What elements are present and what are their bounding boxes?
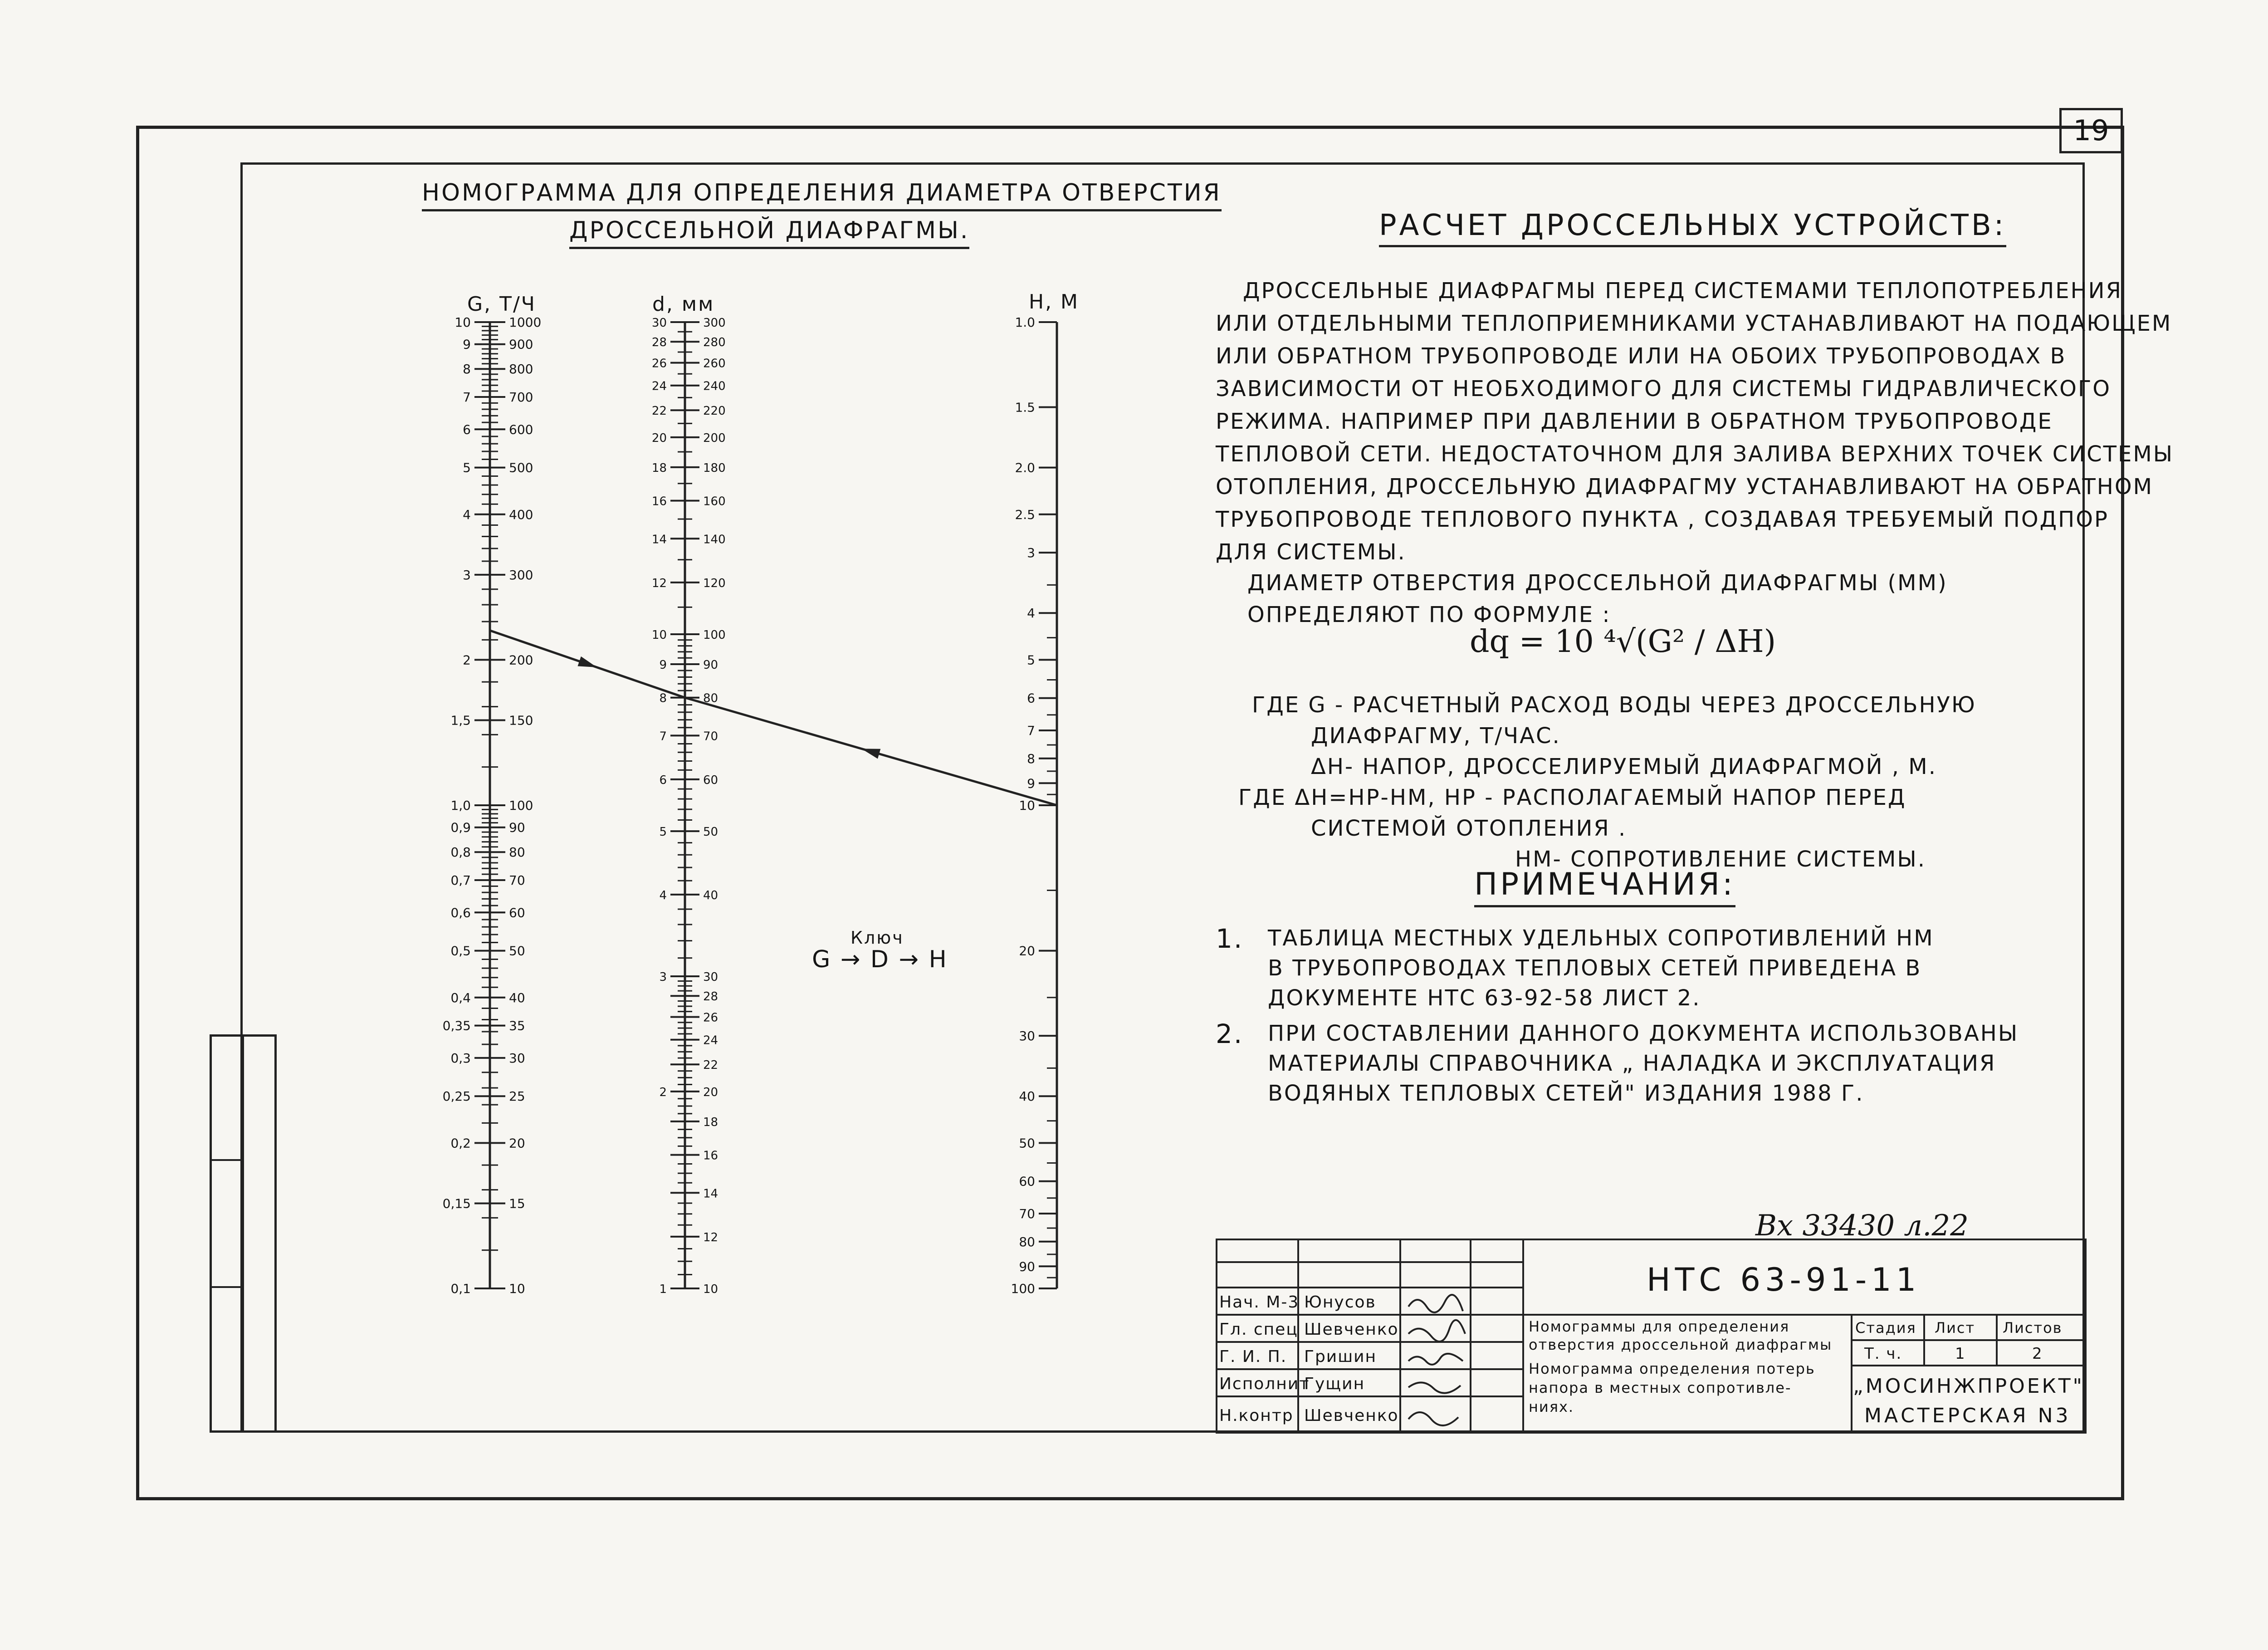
axis-d-tick-label: 70 — [703, 730, 719, 744]
def-line: ДИАФРАГМУ, Т/ЧАС. — [1311, 723, 1561, 749]
axis-d-tick-label: 6 — [659, 773, 667, 787]
nomogram-subtitle: ДРОССЕЛЬНОЙ ДИАФРАГМЫ. — [569, 217, 969, 244]
axis-d-tick-label: 30 — [703, 970, 719, 984]
axis-h-tick-label: 40 — [1019, 1089, 1035, 1104]
axis-g-tick-label: 300 — [509, 567, 533, 583]
axis-h-tick-label: 100 — [1011, 1281, 1035, 1296]
axis-g-tick-label: 2 — [463, 652, 471, 668]
axis-g-tick-label: 0,2 — [450, 1136, 471, 1151]
axis-d-tick-label: 18 — [703, 1115, 719, 1129]
axis-d-tick-label: 50 — [703, 825, 719, 839]
axis-g-tick-label: 0,4 — [450, 990, 471, 1005]
title-block — [1216, 1239, 2087, 1434]
doc-title-line: отверстия дроссельной диафрагмы — [1529, 1336, 1833, 1353]
axis-h-label: H, М — [1029, 290, 1080, 313]
axis-d-tick-label: 4 — [659, 888, 667, 902]
axis-g-tick-label: 25 — [509, 1089, 525, 1104]
axis-d-tick-label: 26 — [703, 1011, 719, 1025]
role: Г. И. П. — [1219, 1347, 1287, 1366]
axis-d-tick-label: 60 — [703, 773, 719, 787]
axis-d-tick-label: 240 — [703, 379, 726, 393]
axis-g-tick-label: 30 — [509, 1050, 525, 1066]
axis-g-tick-label: 200 — [509, 652, 533, 668]
para-line: ОПРЕДЕЛЯЮТ ПО ФОРМУЛЕ : — [1247, 602, 1611, 627]
axis-g-tick-label: 0,8 — [450, 845, 471, 860]
axis-g-tick-label: 5 — [463, 460, 471, 475]
axis-d-tick-label: 10 — [651, 628, 667, 642]
stage-value: Т. ч. — [1864, 1345, 1902, 1363]
axis-h-tick-label: 60 — [1019, 1174, 1035, 1189]
signature-mark — [1408, 1320, 1465, 1342]
def-line: СИСТЕМОЙ ОТОПЛЕНИЯ . — [1311, 816, 1627, 841]
notes-heading: ПРИМЕЧАНИЯ: — [1474, 867, 1735, 902]
axis-g-tick-label: 6 — [463, 422, 471, 437]
signatures — [1404, 1288, 1470, 1434]
axis-g-tick-label: 0,3 — [450, 1050, 471, 1066]
axis-g-tick-label: 4 — [463, 507, 471, 522]
side-strip — [210, 1034, 244, 1433]
role: Исполнит — [1219, 1375, 1310, 1393]
person-name: Шевченко — [1304, 1406, 1399, 1425]
axis-h-tick-label: 4 — [1027, 606, 1035, 621]
axis-d-tick-label: 8 — [659, 691, 667, 705]
organization: „МОСИНЖПРОЕКТ" — [1853, 1375, 2084, 1398]
para-line: ДРОССЕЛЬНЫЕ ДИАФРАГМЫ ПЕРЕД СИСТЕМАМИ ТЕПЛОПОТРЕБЛЕНИЯ — [1243, 278, 2122, 304]
axis-h-tick-label: 2.0 — [1015, 460, 1035, 475]
axis-d-tick-label: 14 — [703, 1187, 719, 1201]
note-line: ПРИ СОСТАВЛЕНИИ ДАННОГО ДОКУМЕНТА ИСПОЛЬЗОВАНЫ — [1268, 1021, 2019, 1046]
note-line: В ТРУБОПРОВОДАХ ТЕПЛОВЫХ СЕТЕЙ ПРИВЕДЕНА В — [1268, 955, 1922, 981]
doc-title-line: ниях. — [1529, 1398, 1574, 1415]
axis-g-tick-label: 50 — [509, 943, 525, 959]
axis-d-tick-label: 80 — [703, 691, 719, 705]
axis-d-tick-label: 260 — [703, 357, 726, 371]
axis-h-tick-label: 10 — [1019, 798, 1035, 813]
note-line: ВОДЯНЫХ ТЕПЛОВЫХ СЕТЕЙ" ИЗДАНИЯ 1988 Г. — [1268, 1081, 1864, 1106]
axis-d-tick-label: 100 — [703, 628, 726, 642]
axis-d-tick-label: 14 — [651, 533, 667, 547]
doc-title-line: напора в местных сопротивле- — [1529, 1379, 1792, 1396]
para-line: ЗАВИСИМОСТИ ОТ НЕОБХОДИМОГО ДЛЯ СИСТЕМЫ ГИДРАВЛИЧЕСКОГО — [1216, 376, 2111, 401]
signature-mark — [1408, 1382, 1461, 1393]
axis-g-tick-label: 0,5 — [450, 943, 471, 959]
axis-d-tick-label: 160 — [703, 495, 726, 509]
axis-g-tick-label: 3 — [463, 567, 471, 583]
axis-d-tick-label: 1 — [659, 1283, 667, 1296]
axis-d-tick-label: 280 — [703, 336, 726, 350]
sheet-value: 1 — [1955, 1345, 1966, 1363]
axis-d-tick-label: 28 — [651, 336, 667, 350]
axis-g-tick-label: 400 — [509, 507, 533, 522]
axis-g-tick-label: 10 — [509, 1281, 525, 1296]
axis-d-tick-label: 7 — [659, 730, 667, 744]
axis-g-tick-label: 600 — [509, 422, 533, 437]
doc-code: НТС 63-91-11 — [1647, 1261, 1921, 1298]
signature-mark — [1408, 1412, 1458, 1425]
axis-d-tick-label: 3 — [659, 970, 667, 984]
axis-h-tick-label: 50 — [1019, 1136, 1035, 1151]
note-line: ТАБЛИЦА МЕСТНЫХ УДЕЛЬНЫХ СОПРОТИВЛЕНИЙ HМ — [1268, 925, 1934, 951]
note-line: ДОКУМЕНТЕ НТС 63-92-58 ЛИСТ 2. — [1268, 985, 1701, 1011]
axis-d-tick-label: 40 — [703, 888, 719, 902]
axis-g-tick-label: 35 — [509, 1018, 525, 1033]
axis-h-tick-label: 1.0 — [1015, 315, 1035, 330]
axis-d-tick-label: 26 — [651, 357, 667, 371]
signature-mark — [1408, 1354, 1463, 1365]
axis-d-tick-label: 24 — [651, 379, 667, 393]
signature-mark — [1408, 1295, 1463, 1312]
axis-d-tick-label: 140 — [703, 533, 726, 547]
note-number: 2. — [1216, 1018, 1244, 1049]
axis-d-tick-label: 18 — [651, 461, 667, 475]
nomogram-title: НОМОГРАММА ДЛЯ ОПРЕДЕЛЕНИЯ ДИАМЕТРА ОТВЕРСТИЯ — [422, 179, 1222, 206]
axis-h-tick-label: 30 — [1019, 1028, 1035, 1044]
nomogram-chart — [422, 286, 1089, 1311]
axis-g-tick-label: 700 — [509, 389, 533, 405]
axis-d-tick-label: 16 — [651, 495, 667, 509]
axis-d-tick-label: 220 — [703, 404, 726, 418]
axis-h-tick-label: 6 — [1027, 690, 1035, 706]
para-line: ТЕПЛОВОЙ СЕТИ. НЕДОСТАТОЧНОМ ДЛЯ ЗАЛИВА ВЕРХНИХ ТОЧЕК СИСТЕМЫ — [1216, 441, 2174, 467]
axis-g-tick-label: 10 — [455, 315, 471, 330]
axis-g-tick-label: 0,35 — [442, 1018, 471, 1033]
axis-g-tick-label: 90 — [509, 820, 525, 835]
axis-g-tick-label: 1,5 — [450, 713, 471, 728]
axis-d-tick-label: 24 — [703, 1033, 719, 1048]
person-name: Юнусов — [1304, 1293, 1376, 1312]
def-line: HМ- СОПРОТИВЛЕНИЕ СИСТЕМЫ. — [1515, 847, 1926, 872]
note-number: 1. — [1216, 923, 1244, 954]
def-line: ГДЕ ΔH=HР-HМ, HР - РАСПОЛАГАЕМЫЙ НАПОР ПЕРЕД — [1238, 785, 1906, 810]
stage-label: Стадия — [1855, 1319, 1916, 1337]
key-arrow — [577, 656, 596, 667]
axis-g-tick-label: 0,9 — [450, 820, 471, 835]
axis-d-tick-label: 10 — [703, 1283, 719, 1296]
person-name: Гущин — [1304, 1375, 1365, 1393]
axis-d-tick-label: 20 — [651, 431, 667, 445]
axis-h-tick-label: 80 — [1019, 1234, 1035, 1249]
inventory-stamp: Вх 33430 л.22 — [1755, 1209, 1969, 1243]
paragraph-2 — [1247, 567, 1948, 631]
axis-g-tick-label: 150 — [509, 713, 533, 728]
axis-d-tick-label: 16 — [703, 1149, 719, 1163]
axis-g-tick-label: 100 — [509, 798, 533, 813]
axis-g-tick-label: 800 — [509, 362, 533, 377]
axis-d-tick-label: 9 — [659, 658, 667, 672]
axis-h-tick-label: 8 — [1027, 751, 1035, 766]
axis-h-tick-label: 3 — [1027, 545, 1035, 561]
axis-g-tick-label: 40 — [509, 990, 525, 1005]
axis-d-tick-label: 22 — [703, 1058, 719, 1072]
key-label: Ключ — [850, 928, 904, 948]
axis-d-tick-label: 12 — [651, 576, 667, 590]
axis-g-tick-label: 7 — [463, 389, 471, 405]
axis-d-tick-label: 200 — [703, 431, 726, 445]
role: Нач. М-3 — [1219, 1293, 1300, 1312]
para-line: РЕЖИМА. НАПРИМЕР ПРИ ДАВЛЕНИИ В ОБРАТНОМ ТРУБОПРОВОДЕ — [1216, 409, 2053, 434]
side-column — [244, 1034, 277, 1433]
para-line: ОТОПЛЕНИЯ, ДРОССЕЛЬНУЮ ДИАФРАГМУ УСТАНАВЛИВАЮТ НА ОБРАТНОМ — [1216, 474, 2154, 499]
para-line: ДЛЯ СИСТЕМЫ. — [1216, 539, 1406, 565]
axis-g-tick-label: 0,7 — [450, 872, 471, 888]
para-line: ДИАМЕТР ОТВЕРСТИЯ ДРОССЕЛЬНОЙ ДИАФРАГМЫ (ММ) — [1247, 570, 1948, 596]
axis-g-tick-label: 15 — [509, 1196, 525, 1211]
role: Н.контр — [1219, 1406, 1294, 1425]
key-formula: G → D → H — [812, 946, 948, 973]
axis-h-tick-label: 7 — [1027, 723, 1035, 739]
doc-title-line: Номограммы для определения — [1529, 1318, 1790, 1335]
def-line: ГДЕ G - РАСЧЕТНЫЙ РАСХОД ВОДЫ ЧЕРЕЗ ДРОССЕЛЬНУЮ — [1252, 692, 1976, 718]
axis-g-tick-label: 70 — [509, 872, 525, 888]
axis-g-tick-label: 0,15 — [442, 1196, 471, 1211]
axis-h-tick-label: 9 — [1027, 776, 1035, 791]
sheets-label: Листов — [2003, 1319, 2063, 1337]
axis-h-tick-label: 5 — [1027, 652, 1035, 668]
axis-g-tick-label: 20 — [509, 1136, 525, 1151]
axis-g-tick-label: 80 — [509, 845, 525, 860]
axis-g-tick-label: 900 — [509, 337, 533, 352]
axis-g-tick-label: 500 — [509, 460, 533, 475]
axis-g-tick-label: 1,0 — [450, 798, 471, 813]
definitions — [1238, 690, 1976, 875]
person-name: Шевченко — [1304, 1320, 1399, 1339]
axis-g-tick-label: 0,6 — [450, 905, 471, 920]
axis-h-tick-label: 70 — [1019, 1206, 1035, 1222]
axis-h-tick-label: 90 — [1019, 1259, 1035, 1274]
person-name: Гришин — [1304, 1347, 1377, 1366]
axis-d-tick-label: 120 — [703, 576, 726, 590]
axis-d-tick-label: 22 — [651, 404, 667, 418]
sheet-label: Лист — [1935, 1319, 1975, 1337]
organization-workshop: МАСТЕРСКАЯ N3 — [1864, 1404, 2071, 1427]
sheets-value: 2 — [2032, 1345, 2043, 1363]
para-line: ИЛИ ОТДЕЛЬНЫМИ ТЕПЛОПРИЕМНИКАМИ УСТАНАВЛИВАЮТ НА ПОДАЮЩЕМ — [1216, 311, 2172, 336]
axis-g-tick-label: 8 — [463, 362, 471, 377]
axis-h-tick-label: 20 — [1019, 943, 1035, 959]
axis-d-tick-label: 12 — [703, 1230, 719, 1244]
formula: dq = 10 ⁴√(G² / ΔH) — [1470, 624, 1776, 660]
sheet-number: 19 — [2059, 108, 2123, 153]
axis-g-tick-label: 0,25 — [442, 1089, 471, 1104]
note-line: МАТЕРИАЛЫ СПРАВОЧНИКА „ НАЛАДКА И ЭКСПЛУАТАЦИЯ — [1268, 1051, 1996, 1076]
axis-h-tick-label: 1.5 — [1015, 400, 1035, 415]
axis-g-tick-label: 1000 — [509, 315, 542, 330]
axis-g-tick-label: 9 — [463, 337, 471, 352]
axis-g-tick-label: 60 — [509, 905, 525, 920]
axis-d-tick-label: 20 — [703, 1085, 719, 1099]
def-line: ΔH- НАПОР, ДРОССЕЛИРУЕМЫЙ ДИАФРАГМОЙ , М. — [1311, 754, 1937, 779]
para-line: ТРУБОПРОВОДЕ ТЕПЛОВОГО ПУНКТА , СОЗДАВАЯ ТРЕБУЕМЫЙ ПОДПОР — [1216, 507, 2109, 532]
axis-g-label: G, Т/Ч — [467, 293, 536, 316]
axis-d-tick-label: 300 — [703, 316, 726, 330]
axis-d-tick-label: 90 — [703, 658, 719, 672]
para-line: ИЛИ ОБРАТНОМ ТРУБОПРОВОДЕ ИЛИ НА ОБОИХ ТРУБОПРОВОДАХ В — [1216, 343, 2067, 369]
axis-d-tick-label: 5 — [659, 825, 667, 839]
role: Гл. спец — [1219, 1320, 1298, 1339]
axis-d-label: d, мм — [652, 293, 715, 316]
axis-d-tick-label: 28 — [703, 990, 719, 1004]
axis-h-tick-label: 2.5 — [1015, 507, 1035, 522]
key-arrow — [861, 749, 880, 759]
axis-d-tick-label: 2 — [659, 1085, 667, 1099]
axis-d-tick-label: 30 — [651, 316, 667, 330]
section-heading: РАСЧЕТ ДРОССЕЛЬНЫХ УСТРОЙСТВ: — [1379, 209, 2006, 242]
paragraph-1 — [1216, 274, 2174, 568]
doc-title-line: Номограмма определения потерь — [1529, 1360, 1815, 1377]
axis-g-tick-label: 0,1 — [450, 1281, 471, 1296]
axis-d-tick-label: 180 — [703, 461, 726, 475]
